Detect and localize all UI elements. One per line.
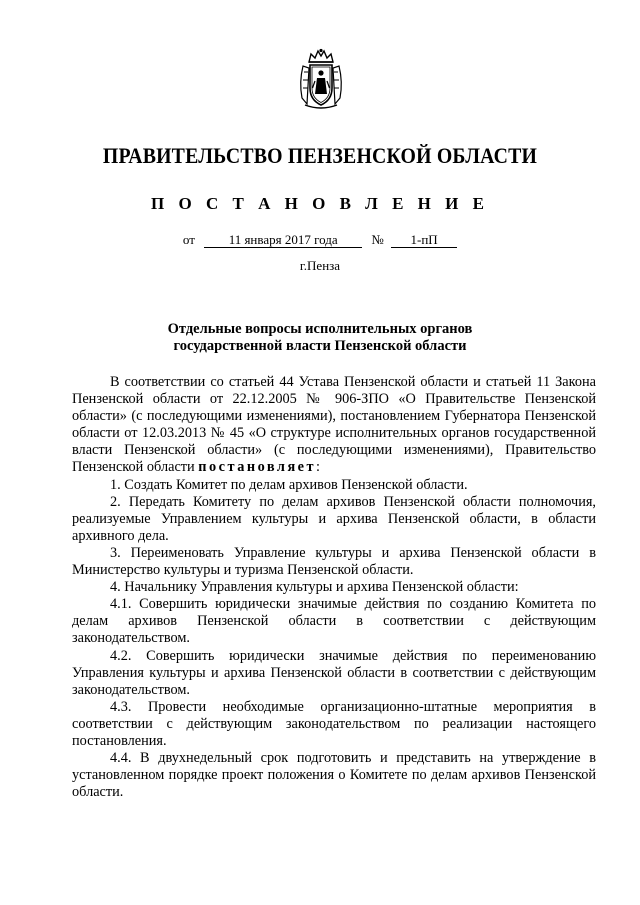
subject-line-1: Отдельные вопросы исполнительных органов	[167, 321, 473, 337]
item-3: 3. Переименовать Управление культуры и архива Пензенской области в Министерство культуры и туризма Пензенской области.	[72, 544, 596, 579]
item-2: 2. Передать Комитету по делам архивов Пензенской области полномочия, реализуемые Управлением культуры и архива Пензенской области, в области архивного дела.	[72, 493, 596, 544]
document-subject	[0, 321, 640, 355]
document-body	[72, 374, 596, 801]
item-4-4: 4.4. В двухнедельный срок подготовить и представить на утверждение в установленном порядке проект положения о Комитете по делам архивов Пензенской области.	[72, 750, 596, 801]
date-number-line	[0, 232, 640, 248]
document-type-heading: П О С Т А Н О В Л Е Н И Е	[151, 194, 489, 213]
number-prefix: №	[371, 232, 384, 247]
preamble-text: В соответствии со статьей 44 Устава Пензенской области и статьей 11 Закона Пензенской области от 22.12.2005 № 906-ЗПО «О Правительстве Пензенской области» (с последующими изменениями), постановлением Губернатора Пензенской области от 12.03.2013 № 45 «О структуре исполнительных органов государственной власти Пензенской области» (с последующими изменениями), Правительство Пензенской области	[72, 374, 596, 476]
government-title: ПРАВИТЕЛЬСТВО ПЕНЗЕНСКОЙ ОБЛАСТИ	[102, 143, 538, 168]
number-field: 1-пП	[391, 232, 457, 248]
date-prefix: от	[182, 232, 195, 247]
coat-of-arms-icon	[297, 48, 345, 110]
item-4-2: 4.2. Совершить юридически значимые действия по переименованию Управления культуры и архива Пензенской области в соответствии с действующим законодательством.	[72, 647, 596, 698]
item-1: 1. Создать Комитет по делам архивов Пензенской области.	[110, 476, 468, 493]
item-4: 4. Начальнику Управления культуры и архива Пензенской области:	[110, 579, 519, 596]
item-4-1: 4.1. Совершить юридически значимые действия по созданию Комитета по делам архивов Пензенской области в соответствии с действующим законодательством.	[72, 596, 596, 647]
resolves-word: постановляет	[198, 459, 317, 476]
preamble-paragraph	[72, 374, 596, 477]
date-field: 11 января 2017 года	[204, 232, 362, 248]
item-4-3: 4.3. Провести необходимые организационно-штатные мероприятия в соответствии с действующим законодательством по реализации настоящего постановления.	[72, 698, 596, 749]
resolves-colon: :	[316, 459, 321, 476]
city-label: г.Пенза	[299, 258, 341, 273]
subject-line-2: государственной власти Пензенской области	[173, 338, 467, 354]
